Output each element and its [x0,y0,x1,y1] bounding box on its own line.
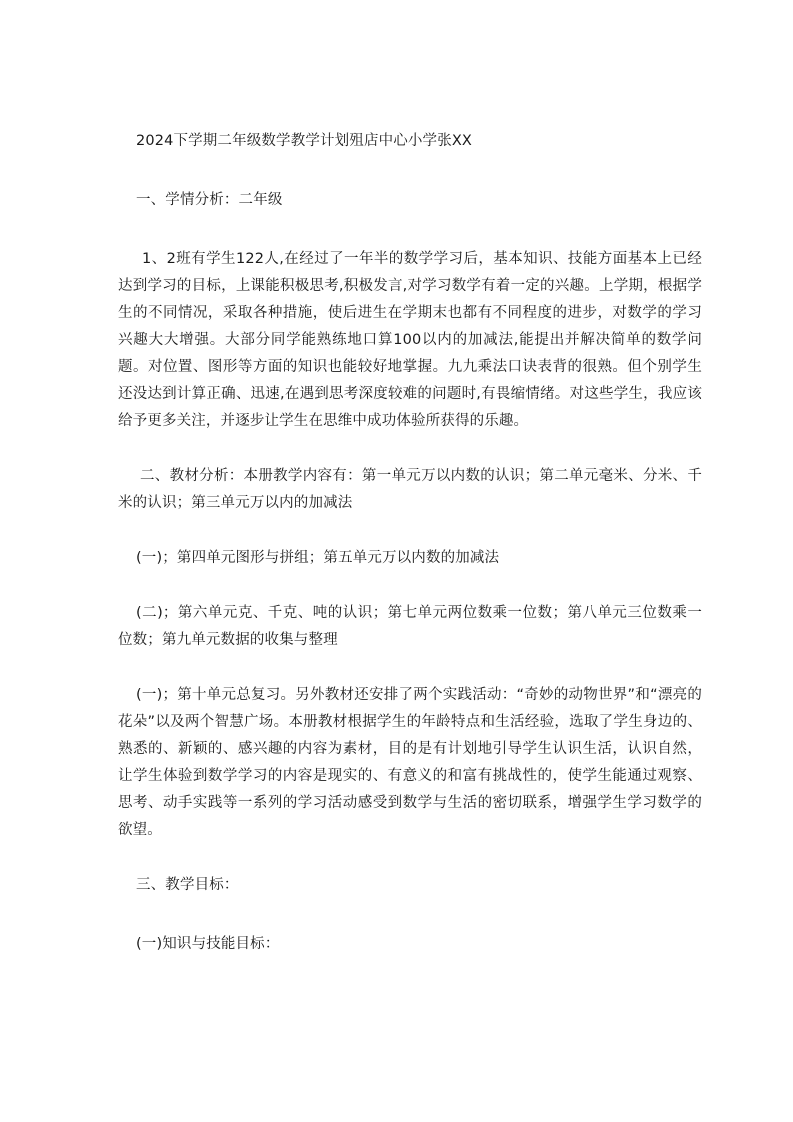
section-heading-learning-analysis: 一、学情分析：二年级 [136,192,283,208]
paragraph-units-part-3: (一)；第十单元总复习。另外教材还安排了两个实践活动：“奇妙的动物世界”和“漂亮的花朵”以及两个智慧广场。本册教材根据学生的年龄特点和生活经验，选取了学生身边的、熟悉的、新颖的、感兴趣的内容为素材，目的是有计划地引导学生认识生活，认识自然，让学生体验到数学学习的内容是现实的、有意义的和富有挑战性的，使学生能通过观察、思考、动手实践等一系列的学习活动感受到数学与生活的密切联系，增强学生学习数学的欲望。 [118,687,702,838]
paragraph-units-part-2: (二)；第六单元克、千克、吨的认识；第七单元两位数乘一位数；第八单元三位数乘一位数；第九单元数据的收集与整理 [118,605,702,648]
subheading-knowledge-skills-goals: (一)知识与技能目标： [136,936,280,952]
paragraph-learning-analysis: 1、2班有学生122人,在经过了一年半的数学学习后，基本知识、技能方面基本上已经达到学习的目标，上课能积极思考,积极发言,对学习数学有着一定的兴趣。上学期，根据学生的不同情况，采取各种措施，使后进生在学期末也都有不同程度的进步，对数学的学习兴趣大大增强。大部分同学能熟练地口算100以内的加减法,能提出并解决简单的数学问题。对位置、图形等方面的知识也能较好地掌握。九九乘法口诀表背的很熟。但个别学生还没达到计算正确、迅速,在遇到思考深度较难的问题时,有畏缩情绪。对这些学生，我应该给予更多关注，并逐步让学生在思维中成功体验所获得的乐趣。 [118,251,702,429]
paragraph-units-part-1: (一)；第四单元图形与拼组；第五单元万以内数的加减法 [136,550,500,566]
document-title: 2024下学期二年级数学教学计划殂店中心小学张XX [136,133,473,149]
paragraph-textbook-analysis: 二、教材分析：本册教学内容有：第一单元万以内数的认识；第二单元毫米、分米、千米的认识；第三单元万以内的加减法 [118,468,702,511]
section-heading-teaching-goals: 三、教学目标： [136,877,239,893]
document-body [118,128,702,990]
